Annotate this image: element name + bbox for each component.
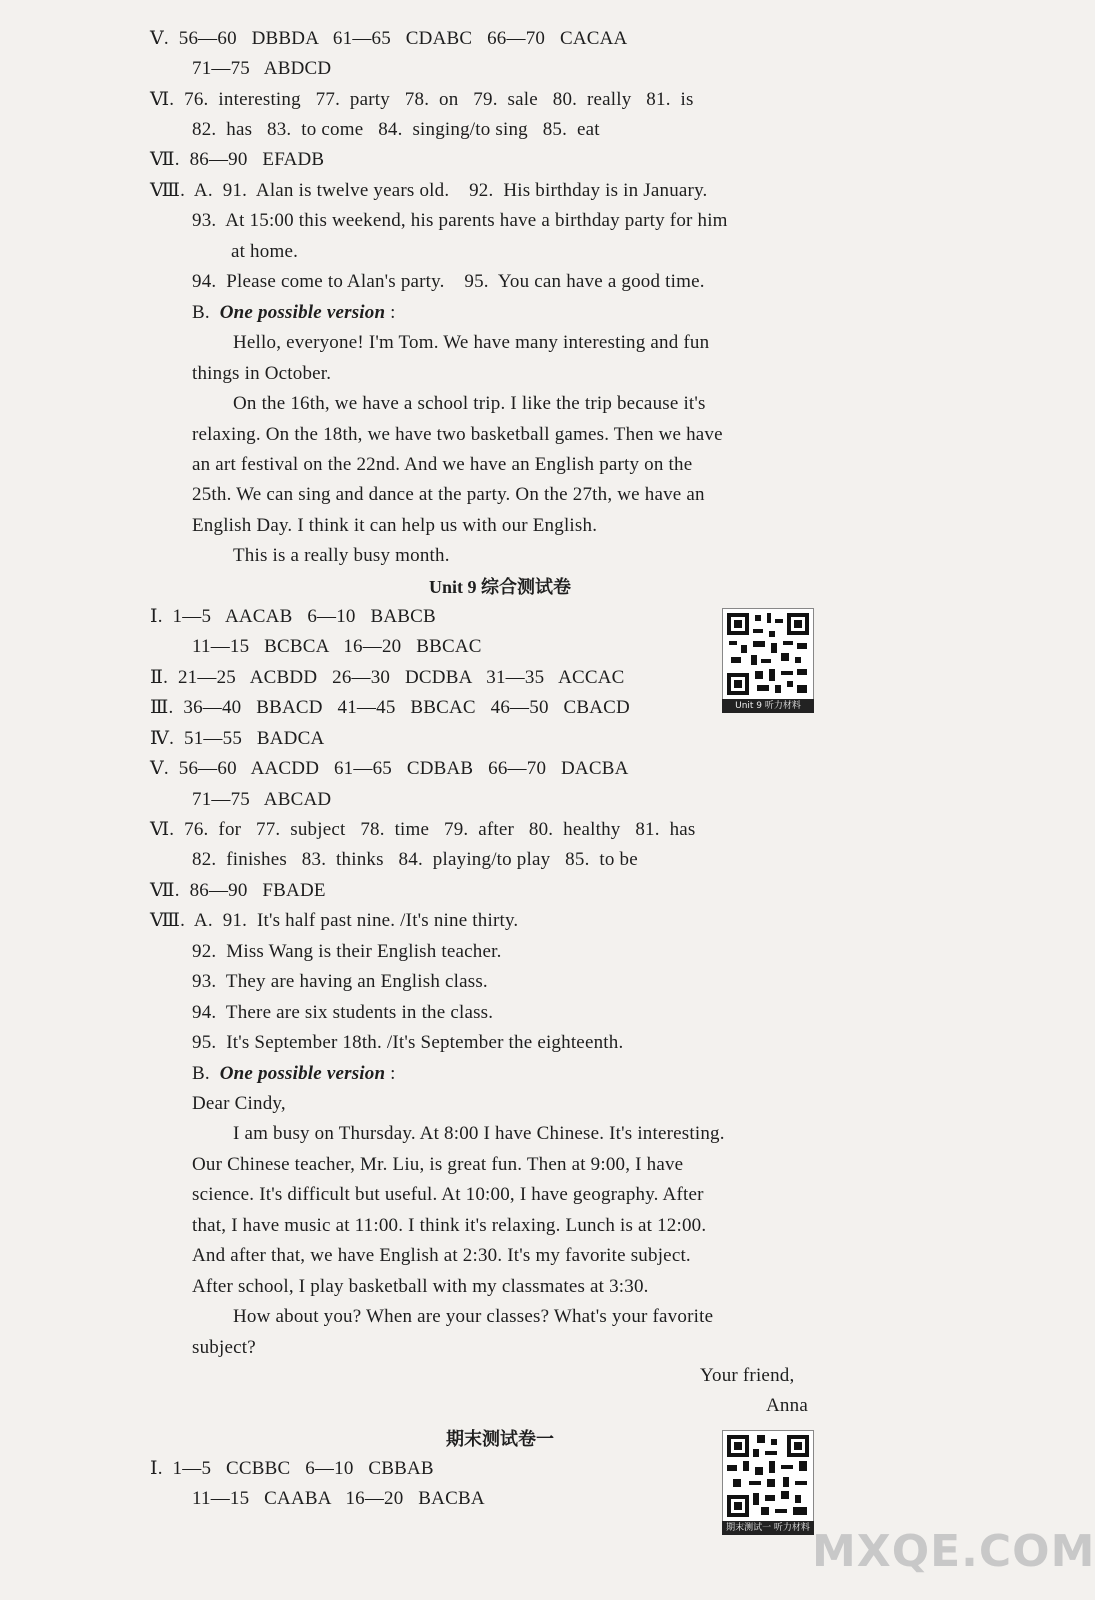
u8-essay-line-7: English Day. I think it can help us with our English. (192, 515, 598, 536)
u8-vi-line-2: 82. has 83. to come 84. singing/to sing 85. eat (192, 119, 600, 140)
u9-letter-line-6: After school, I play basketball with my classmates at 3:30. (192, 1276, 649, 1297)
u9-viii-a-line-5: 95. It's September 18th. /It's September the eighteenth. (192, 1032, 624, 1053)
final-qr-code[interactable] (722, 1430, 814, 1522)
final-exam-title: 期末测试卷一 (446, 1429, 554, 1449)
u8-vi-line-1: Ⅵ. 76. interesting 77. party 78. on 79. sale 80. really 81. is (150, 89, 694, 110)
u8-viii-a-line-1: Ⅷ. A. 91. Alan is twelve years old. 92. His birthday is in January. (150, 180, 708, 201)
u9-b-label: One possible version (219, 1063, 386, 1084)
u9-letter-line-7: How about you? When are your classes? What's your favorite (233, 1306, 714, 1327)
u9-i-line-1: Ⅰ. 1—5 AACAB 6—10 BABCB (150, 606, 436, 627)
u9-letter-line-5: And after that, we have English at 2:30. It's my favorite subject. (192, 1245, 691, 1266)
u8-essay-line-3: On the 16th, we have a school trip. I like the trip because it's (233, 393, 706, 414)
qr-code-icon (723, 609, 813, 699)
u8-essay-line-1: Hello, everyone! I'm Tom. We have many interesting and fun (233, 332, 710, 353)
unit9-title: Unit 9 综合测试卷 (428, 577, 571, 597)
u9-letter-line-2: Our Chinese teacher, Mr. Liu, is great fun. Then at 9:00, I have (192, 1154, 684, 1175)
u8-essay-line-6: 25th. We can sing and dance at the party. On the 27th, we have an (192, 484, 705, 505)
u9-viii-b-heading (192, 1062, 396, 1086)
u9-vii-line: Ⅶ. 86—90 FBADE (150, 880, 326, 901)
final-qr-caption: 期末测试一 听力材料 (722, 1521, 814, 1535)
u9-v-line-2: 71—75 ABCAD (192, 789, 332, 810)
u9-viii-a-line-3: 93. They are having an English class. (192, 971, 488, 992)
u9-ii-line: Ⅱ. 21—25 ACBDD 26—30 DCDBA 31—35 ACCAC (150, 667, 625, 688)
u8-viii-a-line-2: 93. At 15:00 this weekend, his parents have a birthday party for him (192, 210, 728, 231)
u8-essay-line-8: This is a really busy month. (233, 545, 450, 566)
u9-viii-a-line-2: 92. Miss Wang is their English teacher. (192, 941, 502, 962)
u8-b-label: One possible version (219, 302, 386, 323)
u9-v-line-1: Ⅴ. 56—60 AACDD 61—65 CDBAB 66—70 DACBA (150, 758, 629, 779)
u8-b-colon: : (385, 302, 396, 323)
unit9-qr-caption: Unit 9 听力材料 (722, 699, 814, 713)
final-i-line-2: 11—15 CAABA 16—20 BACBA (192, 1488, 485, 1509)
u8-viii-a-line-4: 94. Please come to Alan's party. 95. You can have a good time. (192, 271, 705, 292)
u9-letter-line-3: science. It's difficult but useful. At 10:00, I have geography. After (192, 1184, 704, 1205)
unit9-qr-code[interactable] (722, 608, 814, 700)
u9-b-prefix: B. (192, 1063, 220, 1084)
u9-letter-line-1: I am busy on Thursday. At 8:00 I have Chinese. It's interesting. (233, 1123, 725, 1144)
u8-essay-line-4: relaxing. On the 18th, we have two basketball games. Then we have (192, 424, 723, 445)
u8-b-prefix: B. (192, 302, 220, 323)
u8-essay-line-5: an art festival on the 22nd. And we have an English party on the (192, 454, 693, 475)
qr-code-icon (723, 1431, 813, 1521)
u9-vi-line-2: 82. finishes 83. thinks 84. playing/to play 85. to be (192, 849, 638, 870)
u8-essay-line-2: things in October. (192, 363, 332, 384)
u9-letter-line-4: that, I have music at 11:00. I think it's relaxing. Lunch is at 12:00. (192, 1215, 707, 1236)
u8-viii-b-heading (192, 301, 396, 325)
u9-vi-line-1: Ⅵ. 76. for 77. subject 78. time 79. after 80. healthy 81. has (150, 819, 696, 840)
u9-letter-salutation: Dear Cindy, (192, 1093, 286, 1114)
final-i-line-1: Ⅰ. 1—5 CCBBC 6—10 CBBAB (150, 1458, 434, 1479)
u9-b-colon: : (385, 1063, 396, 1084)
u9-iii-line: Ⅲ. 36—40 BBACD 41—45 BBCAC 46—50 CBACD (150, 697, 630, 718)
u9-viii-a-line-4: 94. There are six students in the class. (192, 1002, 494, 1023)
u8-v-line-2: 71—75 ABDCD (192, 58, 332, 79)
u8-vii-line: Ⅶ. 86—90 EFADB (150, 149, 325, 170)
u9-letter-line-8: subject? (192, 1337, 256, 1358)
u9-iv-line: Ⅳ. 51—55 BADCA (150, 728, 325, 749)
u8-viii-a-line-3: at home. (231, 241, 299, 262)
u9-letter-closing: Your friend, (700, 1365, 795, 1386)
u9-viii-a-line-1: Ⅷ. A. 91. It's half past nine. /It's nine thirty. (150, 910, 519, 931)
u8-v-line-1: Ⅴ. 56—60 DBBDA 61—65 CDABC 66—70 CACAA (150, 28, 628, 49)
u9-i-line-2: 11—15 BCBCA 16—20 BBCAC (192, 636, 482, 657)
site-watermark: MXQE.COM (812, 1526, 1095, 1577)
u9-letter-signature: Anna (766, 1395, 808, 1416)
